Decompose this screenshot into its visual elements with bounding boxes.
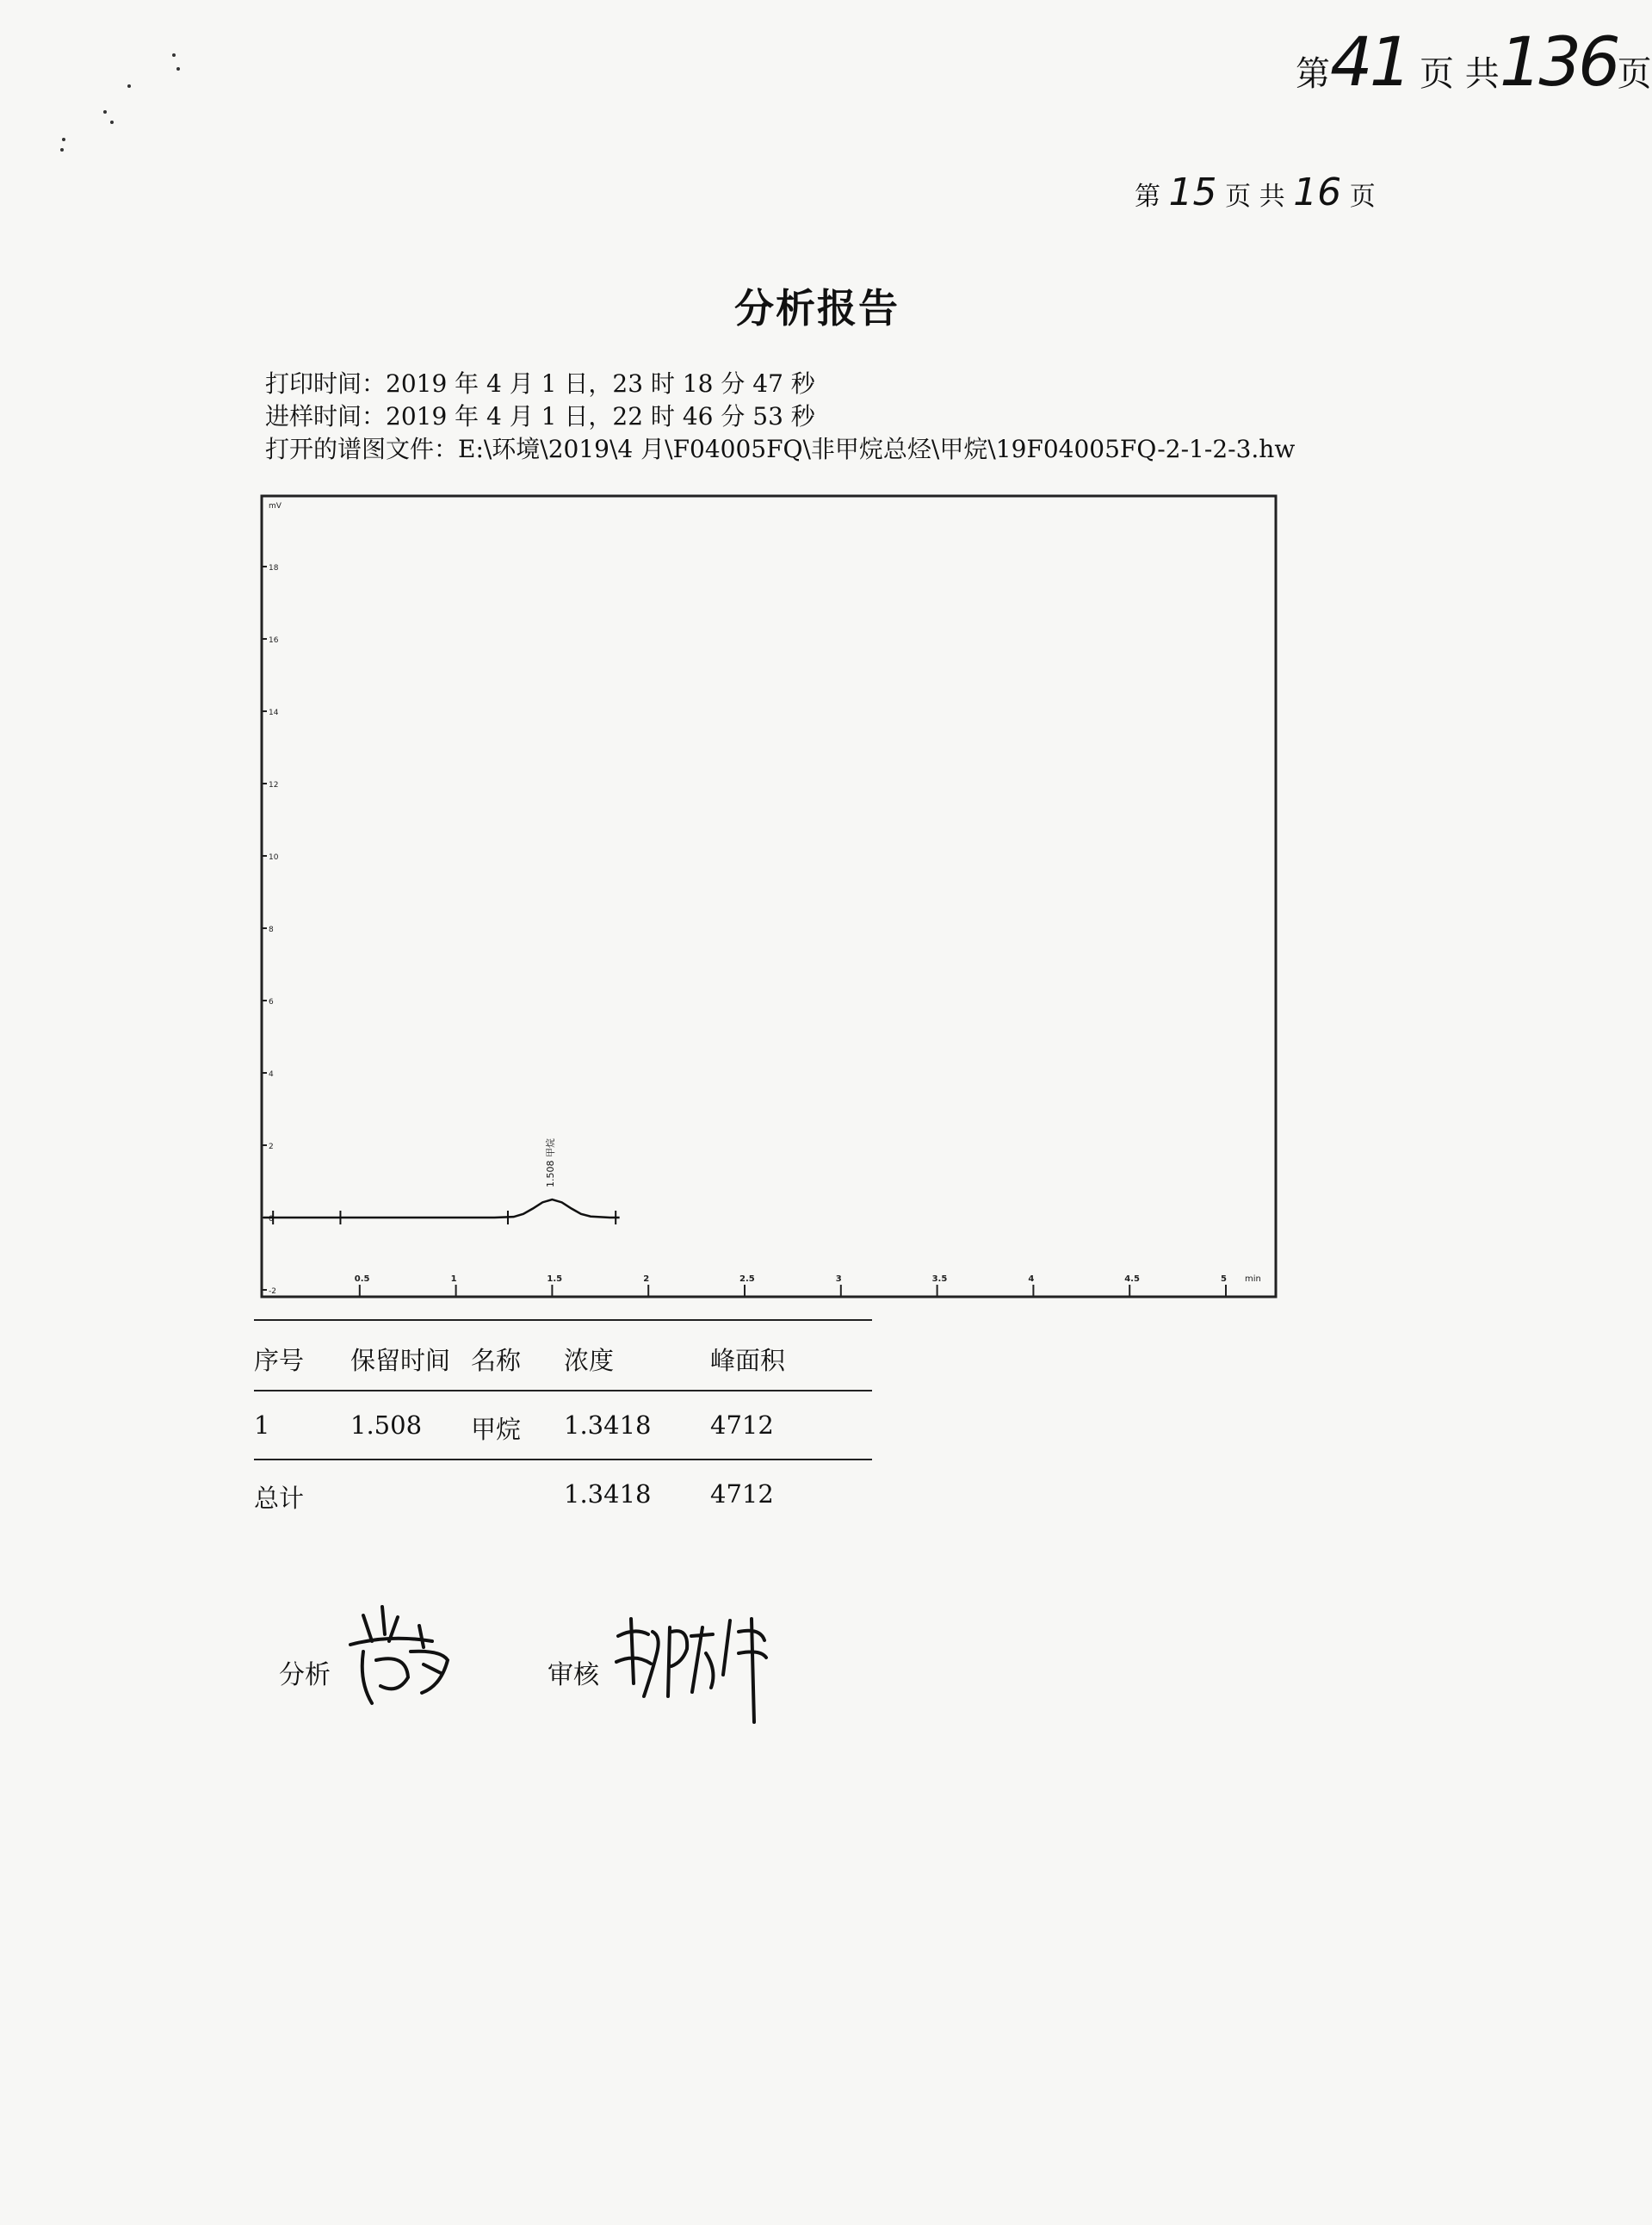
table-rule-top [254, 1319, 872, 1321]
page-number-handwritten: 15 [1168, 170, 1217, 214]
file-path: 打开的谱图文件：E:\环境\2019\4 月\F04005FQ\非甲烷总烃\甲烷\19F04005FQ-2-1-2-3.hw [265, 435, 1296, 463]
header-retention-time: 保留时间 [350, 1346, 451, 1375]
scan-speck [110, 121, 114, 124]
y-tick-label: 14 [269, 709, 279, 717]
plot-frame [262, 496, 1276, 1297]
page-suffix: 页 [1349, 182, 1376, 212]
page-total-handwritten: 16 [1293, 170, 1342, 214]
header-concentration: 浓度 [564, 1346, 615, 1375]
reviewer-label: 审核 [548, 1660, 599, 1690]
cell-peak-area: 4712 [710, 1410, 774, 1440]
total-concentration: 1.3418 [564, 1479, 652, 1509]
report-title: 分析报告 [734, 285, 900, 332]
page-number-handwritten: 41 [1330, 24, 1409, 102]
x-tick-label: 2 [643, 1274, 650, 1284]
total-label: 总计 [254, 1484, 305, 1513]
page-middle: 页 共 [1419, 54, 1500, 94]
cell-concentration: 1.3418 [564, 1410, 652, 1440]
x-tick-label: 5 [1221, 1274, 1227, 1284]
page-total-handwritten: 136 [1499, 24, 1618, 102]
y-tick-label: 8 [269, 926, 274, 934]
scan-speck [60, 148, 64, 152]
scan-speck [127, 84, 131, 88]
cell-index: 1 [254, 1410, 270, 1440]
y-tick-label: 16 [269, 636, 279, 645]
cell-retention-time: 1.508 [350, 1410, 423, 1440]
x-tick-label: 1.5 [547, 1274, 563, 1284]
x-tick-label: 4 [1028, 1274, 1035, 1284]
y-tick-label: 2 [269, 1143, 274, 1151]
injection-time: 进样时间：2019 年 4 月 1 日，22 时 46 分 53 秒 [265, 402, 815, 431]
x-tick-label: 4.5 [1124, 1274, 1140, 1284]
x-tick-label: 0.5 [354, 1274, 370, 1284]
reviewer-signature [609, 1602, 778, 1731]
chromatogram-svg [258, 493, 1279, 1300]
chromatogram [258, 493, 1279, 1300]
x-tick-label: 2.5 [739, 1274, 755, 1284]
y-tick-label: 4 [269, 1070, 274, 1079]
y-tick-label: 10 [269, 853, 279, 862]
page-counter-outer [1296, 24, 1652, 102]
table-rule-header [254, 1390, 872, 1391]
cell-name: 甲烷 [471, 1415, 522, 1444]
header-peak-area: 峰面积 [710, 1346, 786, 1375]
page-prefix: 第 [1296, 54, 1330, 94]
header-index: 序号 [254, 1346, 305, 1375]
page-counter-inner [1135, 170, 1376, 214]
page-middle: 页 共 [1225, 182, 1285, 212]
x-tick-label: 1 [450, 1274, 457, 1284]
y-tick-label: 12 [269, 781, 279, 790]
scan-speck [103, 110, 107, 114]
x-tick-label: 3.5 [931, 1274, 948, 1284]
y-tick-label: 6 [269, 998, 274, 1007]
analyst-signature [337, 1600, 467, 1712]
analyst-label: 分析 [279, 1660, 331, 1690]
y-tick-label: -2 [269, 1287, 276, 1296]
page-prefix: 第 [1135, 182, 1160, 212]
chromatogram-trace [263, 1199, 620, 1218]
y-tick-label: 0 [269, 1215, 274, 1224]
page-suffix: 页 [1617, 54, 1652, 94]
scan-speck [172, 53, 176, 57]
total-peak-area: 4712 [710, 1479, 774, 1509]
print-time: 打印时间：2019 年 4 月 1 日，23 时 18 分 47 秒 [265, 369, 815, 398]
table-rule-bottom [254, 1459, 872, 1460]
header-name: 名称 [471, 1346, 522, 1375]
scan-speck [62, 138, 65, 141]
y-axis-label: mV [269, 502, 282, 511]
x-axis-label: min [1245, 1274, 1261, 1284]
x-tick-label: 3 [835, 1274, 842, 1284]
peak-label: 1.508 甲烷 [545, 1138, 557, 1187]
y-tick-label: 18 [269, 564, 279, 573]
scan-speck [176, 67, 180, 71]
